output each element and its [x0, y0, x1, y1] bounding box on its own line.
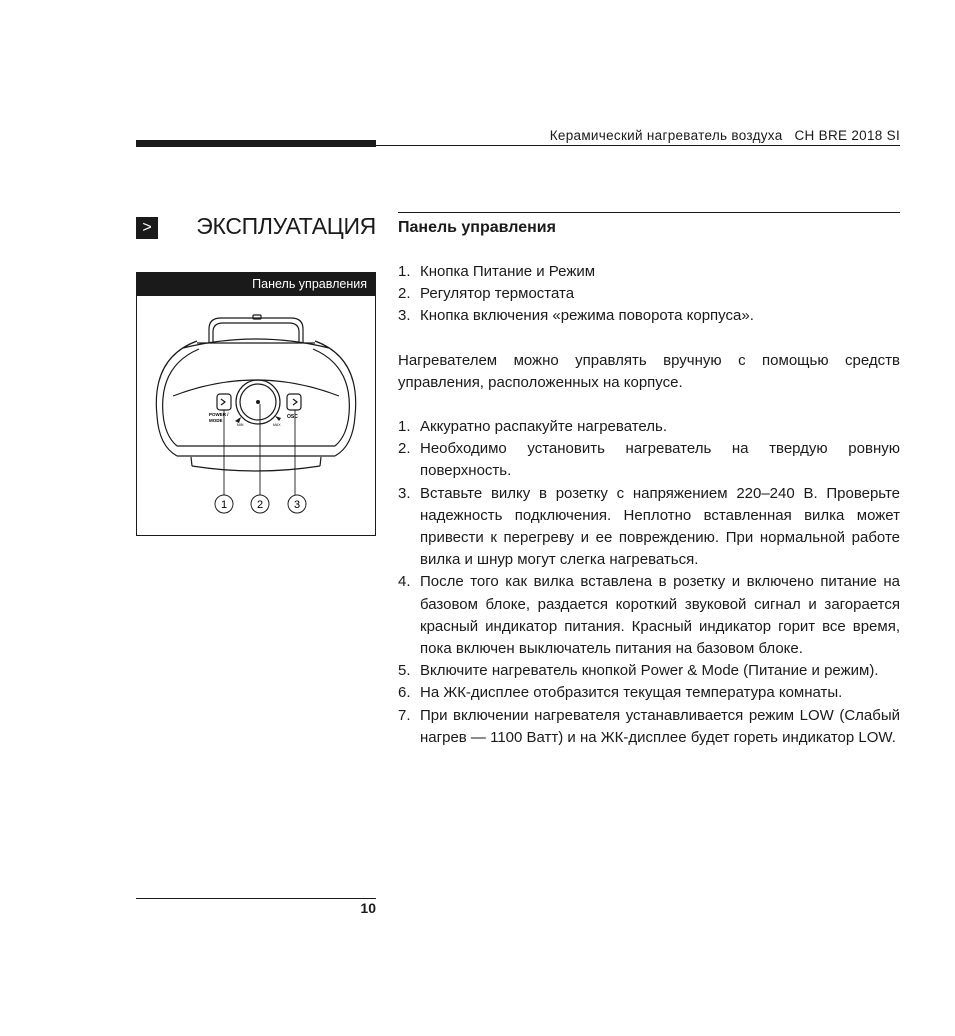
- page-number: 10: [360, 900, 376, 916]
- list-item: [398, 682, 900, 704]
- header-rule: [376, 145, 900, 146]
- list-number: 6.: [398, 684, 411, 702]
- figure-caption: Панель управления: [137, 273, 375, 296]
- list-text: На ЖК-дисплее отобразится текущая температура комнаты.: [420, 684, 843, 702]
- list-number: 4.: [398, 573, 411, 591]
- header-title: Керамический нагреватель воздуха: [549, 128, 783, 143]
- mode-label: MODE: [209, 418, 223, 423]
- list-text: При включении нагревателя устанавливается режим LOW (Слабый нагрев — 1100 Ватт) и на ЖК-дисплее будет гореть индикатор LOW.: [420, 706, 900, 746]
- header-model: CH BRE 2018 SI: [794, 128, 900, 143]
- controls-list: [398, 261, 900, 328]
- max-label: MAX: [273, 423, 281, 427]
- list-number: 1.: [398, 418, 411, 436]
- list-item: [398, 438, 900, 482]
- list-number: 5.: [398, 662, 411, 680]
- callout-2: 2: [256, 499, 264, 511]
- list-number: 1.: [398, 263, 411, 280]
- power-label: POWER /: [209, 412, 229, 417]
- section-rule: [398, 212, 900, 213]
- steps-list: [398, 416, 900, 749]
- osc-label: OSC: [287, 414, 298, 420]
- callout-3: 3: [293, 499, 301, 511]
- list-item: [398, 305, 900, 327]
- heater-illustration: [137, 296, 375, 534]
- list-item: [398, 571, 900, 660]
- intro-paragraph: Нагревателем можно управлять вручную с помощью средств управления, расположенных на корпусе.: [398, 351, 900, 391]
- list-text: Необходимо установить нагреватель на твердую ровную поверхность.: [420, 440, 900, 480]
- panel-heading: Панель управления: [398, 219, 556, 236]
- list-item: [398, 416, 900, 438]
- list-number: 2.: [398, 440, 411, 458]
- section-title: ЭКСПЛУАТАЦИЯ: [196, 213, 376, 239]
- running-header: [550, 128, 900, 143]
- list-text: После того как вилка вставлена в розетку и включено питание на базовом блоке, раздается короткий звуковой сигнал и загорается красный индикатор питания. Красный индикатор горит все время, пока включен выключатель питания на базовом блоке.: [420, 573, 900, 658]
- main-content: [398, 261, 900, 749]
- list-number: 3.: [398, 307, 411, 325]
- min-label: MIN: [237, 423, 244, 427]
- list-item: [398, 660, 900, 682]
- list-item: [398, 483, 900, 572]
- list-number: 3.: [398, 484, 411, 502]
- list-text: Кнопка включения «режима поворота корпуса».: [420, 307, 754, 325]
- list-text: Включите нагреватель кнопкой Power & Mode (Питание и режим).: [420, 662, 879, 680]
- list-text: Вставьте вилку в розетку с напряжением 220–240 В. Проверьте надежность подключения. Неплотно вставленная вилка может привести к перегреву и ее повреждению. При нормальной работе вилка и шнур могут слегка нагреваться.: [420, 484, 900, 569]
- section-marker-icon: >: [136, 217, 158, 239]
- list-number: 7.: [398, 706, 411, 724]
- footer-rule: [136, 898, 376, 899]
- list-text: Кнопка Питание и Режим: [420, 263, 596, 280]
- list-number: 2.: [398, 285, 411, 303]
- list-text: Регулятор термостата: [420, 285, 575, 303]
- list-item: [398, 705, 900, 749]
- list-item: [398, 261, 900, 283]
- list-text: Аккуратно распакуйте нагреватель.: [420, 418, 667, 436]
- control-panel-figure: [136, 272, 376, 536]
- list-item: [398, 283, 900, 305]
- header-thick-bar: [136, 140, 376, 147]
- callout-1: 1: [220, 499, 228, 511]
